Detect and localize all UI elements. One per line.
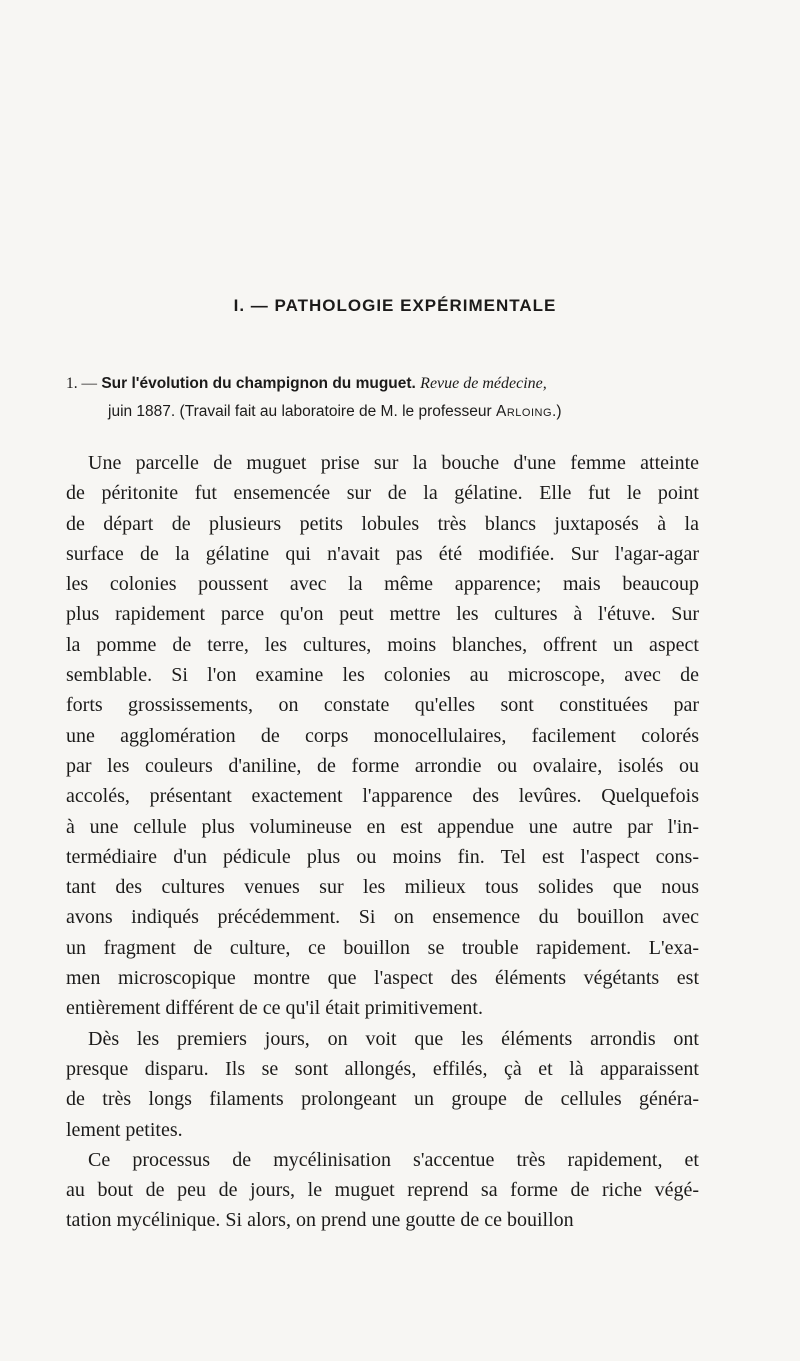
text-line: forts grossissements, on constate qu'elles sont constituées par: [66, 694, 699, 717]
text-line: accolés, présentant exactement l'apparence des levûres. Quelquefois: [66, 785, 699, 808]
text-line: surface de la gélatine qui n'avait pas été modifiée. Sur l'agar-agar: [66, 542, 699, 565]
entry-journal: Revue de médecine,: [420, 375, 547, 392]
text-line: la pomme de terre, les cultures, moins blanches, offrent un aspect: [66, 633, 699, 656]
entry-heading: [66, 370, 712, 426]
text-line: lement petites.: [66, 1118, 183, 1141]
text-line: Dès les premiers jours, on voit que les éléments arrondis ont: [88, 1027, 699, 1050]
entry-note-close: .): [552, 403, 562, 420]
text-line: men microscopique montre que l'aspect des éléments végétants est: [66, 967, 699, 990]
paragraph: [66, 1145, 699, 1236]
text-line: un fragment de culture, ce bouillon se trouble rapidement. L'exa-: [66, 936, 699, 959]
section-title: [0, 296, 750, 316]
entry-number: 1. —: [66, 375, 97, 392]
text-line: au bout de peu de jours, le muguet reprend sa forme de riche végé-: [66, 1179, 699, 1202]
text-line: une agglomération de corps monocellulaires, facilement colorés: [66, 724, 699, 747]
section-title-text: I. — PATHOLOGIE EXPÉRIMENTALE: [233, 296, 557, 315]
text-line: Ce processus de mycélinisation s'accentue très rapidement, et: [88, 1148, 699, 1171]
entry-professor-name: Arloing: [496, 403, 553, 420]
text-line: tant des cultures venues sur les milieux tous solides que nous: [66, 876, 699, 899]
entry-title: Sur l'évolution du champignon du muguet.: [101, 375, 416, 392]
text-line: de très longs filaments prolongeant un groupe de cellules généra-: [66, 1088, 699, 1111]
text-line: termédiaire d'un pédicule plus ou moins fin. Tel est l'aspect cons-: [66, 845, 699, 868]
paragraph: [66, 1024, 699, 1145]
entry-heading-line-2: [66, 398, 712, 426]
text-line: à une cellule plus volumineuse en est appendue une autre par l'in-: [66, 815, 699, 838]
text-line: presque disparu. Ils se sont allongés, effilés, çà et là apparaissent: [66, 1057, 699, 1080]
text-line: de péritonite fut ensemencée sur de la gélatine. Elle fut le point: [66, 482, 699, 505]
text-line: semblable. Si l'on examine les colonies au microscope, avec de: [66, 664, 699, 687]
paragraph: [66, 448, 699, 1024]
entry-date-note: juin 1887. (Travail fait au laboratoire de M. le professeur: [108, 403, 492, 420]
body-text: [66, 448, 699, 1236]
text-line: plus rapidement parce qu'on peut mettre les cultures à l'étuve. Sur: [66, 603, 699, 626]
text-line: Une parcelle de muguet prise sur la bouche d'une femme atteinte: [88, 452, 699, 474]
entry-heading-line-1: [66, 370, 712, 398]
text-line: entièrement différent de ce qu'il était primitivement.: [66, 997, 483, 1020]
text-line: par les couleurs d'aniline, de forme arrondie ou ovalaire, isolés ou: [66, 754, 699, 777]
text-line: de départ de plusieurs petits lobules très blancs juxtaposés à la: [66, 512, 699, 535]
text-line: tation mycélinique. Si alors, on prend une goutte de ce bouillon: [66, 1209, 574, 1232]
text-line: les colonies poussent avec la même apparence; mais beaucoup: [66, 573, 699, 596]
text-line: avons indiqués précédemment. Si on ensemence du bouillon avec: [66, 906, 699, 929]
